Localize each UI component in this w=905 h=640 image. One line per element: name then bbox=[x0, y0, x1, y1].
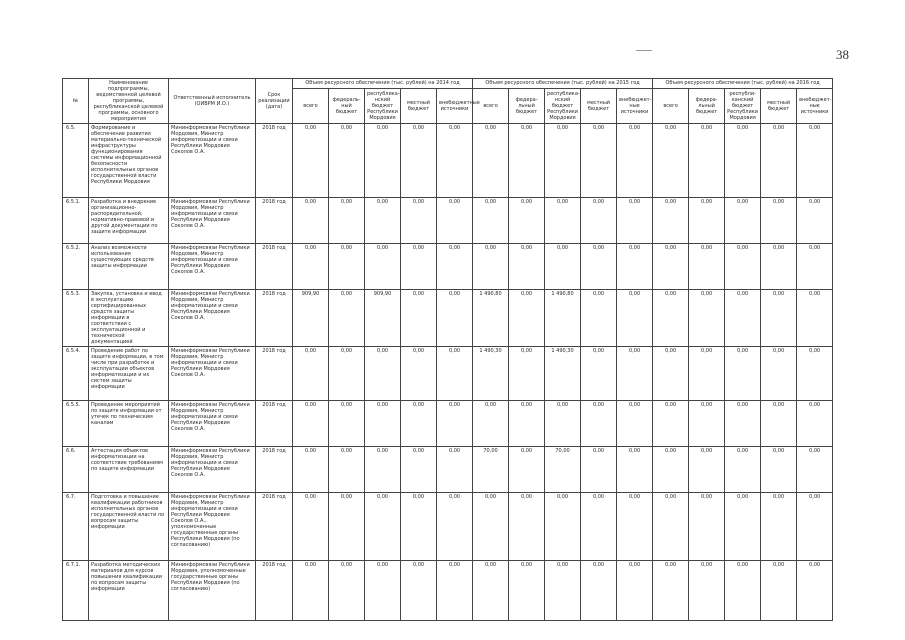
row-value: 0,00 bbox=[761, 290, 797, 347]
row-value: 0,00 bbox=[797, 347, 833, 401]
row-number: 6.5. bbox=[63, 124, 89, 198]
row-value: 0,00 bbox=[401, 561, 437, 621]
row-name: Анализ возможности использования существующих средств защиты информации bbox=[89, 244, 169, 290]
row-term: 2018 год bbox=[256, 198, 293, 244]
row-value: 0,00 bbox=[653, 447, 689, 493]
row-value: 0,00 bbox=[689, 198, 725, 244]
table-row bbox=[63, 561, 833, 621]
row-value: 0,00 bbox=[653, 244, 689, 290]
row-value: 0,00 bbox=[761, 124, 797, 198]
row-value: 70,00 bbox=[473, 447, 509, 493]
row-value: 0,00 bbox=[689, 401, 725, 447]
row-value: 0,00 bbox=[329, 244, 365, 290]
table-row bbox=[63, 290, 833, 347]
row-responsible: Мининформсвязи Республики Мордовия, Министр информатизации и связи Республики Мордовия Соколов О.А. bbox=[169, 290, 256, 347]
row-value: 0,00 bbox=[509, 347, 545, 401]
row-value: 0,00 bbox=[365, 347, 401, 401]
table-row bbox=[63, 347, 833, 401]
row-value: 0,00 bbox=[473, 198, 509, 244]
row-name: Формирование и обеспечение развития материально-технической инфраструктуры функционирования системы информационной безопасности исполнительных органов государственной власти Республики Мордовия bbox=[89, 124, 169, 198]
row-number: 6.5.1. bbox=[63, 198, 89, 244]
row-value: 0,00 bbox=[509, 244, 545, 290]
row-value: 0,00 bbox=[617, 401, 653, 447]
row-value: 0,00 bbox=[581, 124, 617, 198]
row-term: 2018 год bbox=[256, 244, 293, 290]
header-2014: Объем ресурсного обеспечения (тыс. рублей) на 2014 год bbox=[293, 79, 473, 89]
row-number: 6.6. bbox=[63, 447, 89, 493]
row-responsible: Мининформсвязи Республики Мордовия, Министр информатизации и связи Республики Мордовия Соколов О.А., уполномоченные государственные органы Республики Мордовия (по согласованию) bbox=[169, 493, 256, 561]
row-value: 0,00 bbox=[617, 198, 653, 244]
row-value: 0,00 bbox=[401, 290, 437, 347]
row-value: 0,00 bbox=[401, 401, 437, 447]
row-value: 0,00 bbox=[761, 493, 797, 561]
row-value: 0,00 bbox=[365, 561, 401, 621]
header-name: Наименование подпрограммы, ведомственной целевой программы, республиканской целевой программы, основного мероприятия bbox=[89, 79, 169, 124]
row-value: 0,00 bbox=[725, 124, 761, 198]
row-value: 0,00 bbox=[473, 493, 509, 561]
row-value: 0,00 bbox=[797, 124, 833, 198]
header-2015-federal: федера-льный бюджет bbox=[509, 88, 545, 123]
row-value: 0,00 bbox=[437, 447, 473, 493]
row-value: 1 490,30 bbox=[473, 347, 509, 401]
header-2016: Объем ресурсного обеспечения (тыс. рублей) на 2016 год bbox=[653, 79, 833, 89]
row-value: 0,00 bbox=[797, 561, 833, 621]
row-value: 0,00 bbox=[653, 124, 689, 198]
row-value: 0,00 bbox=[581, 561, 617, 621]
row-value: 0,00 bbox=[689, 244, 725, 290]
row-number: 6.5.5. bbox=[63, 401, 89, 447]
table-row bbox=[63, 447, 833, 493]
row-value: 0,00 bbox=[329, 198, 365, 244]
row-responsible: Мининформсвязи Республики Мордовия, Министр информатизации и связи Республики Мордовия Соколов О.А. bbox=[169, 244, 256, 290]
row-term: 2018 год bbox=[256, 347, 293, 401]
row-value: 0,00 bbox=[365, 447, 401, 493]
row-value: 0,00 bbox=[329, 401, 365, 447]
row-term: 2018 год bbox=[256, 124, 293, 198]
row-value: 0,00 bbox=[725, 290, 761, 347]
table-row bbox=[63, 124, 833, 198]
row-value: 0,00 bbox=[473, 124, 509, 198]
header-2015-local: местный бюджет bbox=[581, 88, 617, 123]
row-responsible: Мининформсвязи Республики Мордовия, Министр информатизации и связи Республики Мордовия Соколов О.А. bbox=[169, 198, 256, 244]
row-value: 0,00 bbox=[401, 447, 437, 493]
row-value: 0,00 bbox=[329, 447, 365, 493]
header-2014-republic: республика-нский бюджет Республики Мордовия bbox=[365, 88, 401, 123]
header-2016-extra: внебюджет-ные источники bbox=[797, 88, 833, 123]
row-name: Разработка методических материалов для курсов повышения квалификации по вопросам защиты информации bbox=[89, 561, 169, 621]
row-value: 0,00 bbox=[437, 244, 473, 290]
header-2016-total: всего bbox=[653, 88, 689, 123]
row-value: 0,00 bbox=[329, 347, 365, 401]
row-value: 0,00 bbox=[293, 447, 329, 493]
row-value: 909,90 bbox=[365, 290, 401, 347]
header-2016-local: местный бюджет bbox=[761, 88, 797, 123]
page-number: 38 bbox=[836, 47, 849, 62]
row-value: 0,00 bbox=[545, 561, 581, 621]
row-value: 0,00 bbox=[293, 244, 329, 290]
row-value: 0,00 bbox=[689, 290, 725, 347]
row-value: 0,00 bbox=[689, 561, 725, 621]
header-2014-total: всего bbox=[293, 88, 329, 123]
row-value: 0,00 bbox=[761, 198, 797, 244]
row-number: 6.5.2. bbox=[63, 244, 89, 290]
top-mark bbox=[636, 50, 652, 51]
row-value: 0,00 bbox=[689, 124, 725, 198]
row-value: 1 490,80 bbox=[473, 290, 509, 347]
budget-table-wrapper bbox=[62, 78, 833, 621]
row-value: 0,00 bbox=[797, 244, 833, 290]
row-value: 0,00 bbox=[509, 198, 545, 244]
row-value: 0,00 bbox=[725, 347, 761, 401]
row-term: 2018 год bbox=[256, 290, 293, 347]
row-name: Аттестация объектов информатизации на соответствие требованиям по защите информации bbox=[89, 447, 169, 493]
row-value: 0,00 bbox=[437, 124, 473, 198]
row-value: 0,00 bbox=[545, 124, 581, 198]
row-term: 2018 год bbox=[256, 493, 293, 561]
row-value: 0,00 bbox=[365, 198, 401, 244]
row-value: 0,00 bbox=[401, 244, 437, 290]
row-value: 0,00 bbox=[581, 493, 617, 561]
row-value: 0,00 bbox=[365, 124, 401, 198]
header-2016-federal: федера-льный бюджет bbox=[689, 88, 725, 123]
row-value: 0,00 bbox=[365, 401, 401, 447]
row-value: 0,00 bbox=[581, 347, 617, 401]
row-value: 0,00 bbox=[293, 493, 329, 561]
row-value: 0,00 bbox=[473, 401, 509, 447]
row-value: 0,00 bbox=[545, 493, 581, 561]
row-value: 0,00 bbox=[617, 493, 653, 561]
row-value: 0,00 bbox=[293, 124, 329, 198]
row-term: 2018 год bbox=[256, 447, 293, 493]
row-value: 0,00 bbox=[761, 244, 797, 290]
row-value: 70,00 bbox=[545, 447, 581, 493]
row-value: 0,00 bbox=[761, 401, 797, 447]
row-value: 0,00 bbox=[509, 561, 545, 621]
budget-table bbox=[62, 78, 833, 621]
row-value: 0,00 bbox=[653, 290, 689, 347]
row-value: 0,00 bbox=[293, 347, 329, 401]
row-name: Подготовка и повышение квалификации работников исполнительных органов государственной власти по вопросам защиты информации bbox=[89, 493, 169, 561]
header-responsible: Ответственный исполнитель (ОИВРМ И.О.) bbox=[169, 79, 256, 124]
header-2016-republic: республи-канский бюджет Республики Мордовия bbox=[725, 88, 761, 123]
row-value: 0,00 bbox=[365, 244, 401, 290]
row-value: 0,00 bbox=[725, 244, 761, 290]
row-responsible: Мининформсвязи Республики Мордовия, Министр информатизации и связи Республики Мордовия Соколов О.А. bbox=[169, 447, 256, 493]
row-name: Проведение работ по защите информации, в том числе при разработке и эксплуатации объектов информатизации и их систем защиты информации bbox=[89, 347, 169, 401]
row-value: 0,00 bbox=[617, 561, 653, 621]
row-value: 0,00 bbox=[725, 447, 761, 493]
row-value: 0,00 bbox=[617, 244, 653, 290]
row-value: 0,00 bbox=[545, 401, 581, 447]
row-value: 0,00 bbox=[401, 347, 437, 401]
row-value: 0,00 bbox=[437, 347, 473, 401]
row-value: 0,00 bbox=[761, 347, 797, 401]
row-number: 6.7. bbox=[63, 493, 89, 561]
row-value: 0,00 bbox=[329, 124, 365, 198]
header-2014-extra: внебюджетные источники bbox=[437, 88, 473, 123]
header-no: № bbox=[63, 79, 89, 124]
row-responsible: Мининформсвязи Республики Мордовия, Министр информатизации и связи Республики Мордовия Соколов О.А. bbox=[169, 401, 256, 447]
row-value: 0,00 bbox=[437, 290, 473, 347]
row-value: 0,00 bbox=[653, 561, 689, 621]
row-value: 0,00 bbox=[509, 493, 545, 561]
row-responsible: Мининформсвязи Республики Мордовия, уполномоченные государственные органы Республики Мордовия (по согласованию) bbox=[169, 561, 256, 621]
row-value: 0,00 bbox=[761, 447, 797, 493]
row-value: 0,00 bbox=[653, 347, 689, 401]
row-value: 0,00 bbox=[401, 124, 437, 198]
row-value: 0,00 bbox=[617, 124, 653, 198]
row-value: 0,00 bbox=[293, 401, 329, 447]
row-value: 0,00 bbox=[437, 561, 473, 621]
row-value: 0,00 bbox=[581, 198, 617, 244]
row-value: 0,00 bbox=[725, 401, 761, 447]
row-value: 0,00 bbox=[545, 198, 581, 244]
row-value: 0,00 bbox=[293, 561, 329, 621]
row-value: 0,00 bbox=[509, 124, 545, 198]
row-responsible: Мининформсвязи Республики Мордовия, Министр информатизации и связи Республики Мордовия Соколов О.А. bbox=[169, 124, 256, 198]
row-value: 0,00 bbox=[293, 198, 329, 244]
row-value: 0,00 bbox=[617, 447, 653, 493]
row-name: Проведение мероприятий по защите информации от утечек по техническим каналам bbox=[89, 401, 169, 447]
header-term: Срок реализации (дата) bbox=[256, 79, 293, 124]
row-value: 0,00 bbox=[437, 401, 473, 447]
row-value: 0,00 bbox=[689, 347, 725, 401]
row-value: 0,00 bbox=[401, 198, 437, 244]
table-row bbox=[63, 198, 833, 244]
row-value: 0,00 bbox=[653, 198, 689, 244]
row-value: 0,00 bbox=[797, 198, 833, 244]
row-value: 0,00 bbox=[329, 290, 365, 347]
row-name: Разработка и внедрение организационно-распорядительной, нормативно-правовой и другой документации по защите информации bbox=[89, 198, 169, 244]
row-value: 1 490,30 bbox=[545, 347, 581, 401]
row-value: 0,00 bbox=[401, 493, 437, 561]
row-value: 0,00 bbox=[797, 493, 833, 561]
row-responsible: Мининформсвязи Республики Мордовия, Министр информатизации и связи Республики Мордовия Соколов О.А. bbox=[169, 347, 256, 401]
row-value: 0,00 bbox=[581, 447, 617, 493]
row-value: 0,00 bbox=[509, 290, 545, 347]
table-row bbox=[63, 244, 833, 290]
table-row bbox=[63, 493, 833, 561]
header-2015-extra: внебюджет-ные источники bbox=[617, 88, 653, 123]
table-row bbox=[63, 401, 833, 447]
row-value: 0,00 bbox=[725, 198, 761, 244]
row-number: 6.5.3. bbox=[63, 290, 89, 347]
row-value: 0,00 bbox=[581, 244, 617, 290]
header-2014-federal: федераль-ный бюджет bbox=[329, 88, 365, 123]
row-value: 0,00 bbox=[689, 447, 725, 493]
row-value: 0,00 bbox=[365, 493, 401, 561]
row-value: 0,00 bbox=[797, 401, 833, 447]
table-body bbox=[63, 124, 833, 621]
row-value: 0,00 bbox=[329, 493, 365, 561]
row-term: 2018 год bbox=[256, 401, 293, 447]
row-value: 0,00 bbox=[581, 290, 617, 347]
row-value: 0,00 bbox=[437, 493, 473, 561]
header-2015: Объем ресурсного обеспечения (тыс. рублей) на 2015 год bbox=[473, 79, 653, 89]
row-value: 0,00 bbox=[797, 447, 833, 493]
row-value: 0,00 bbox=[617, 290, 653, 347]
row-value: 0,00 bbox=[329, 561, 365, 621]
row-value: 0,00 bbox=[725, 493, 761, 561]
row-value: 0,00 bbox=[509, 447, 545, 493]
row-value: 0,00 bbox=[617, 347, 653, 401]
row-value: 0,00 bbox=[545, 244, 581, 290]
row-value: 0,00 bbox=[473, 561, 509, 621]
row-value: 1 490,80 bbox=[545, 290, 581, 347]
row-value: 0,00 bbox=[653, 401, 689, 447]
header-2014-local: местный бюджет bbox=[401, 88, 437, 123]
row-value: 0,00 bbox=[581, 401, 617, 447]
row-value: 0,00 bbox=[653, 493, 689, 561]
row-value: 0,00 bbox=[473, 244, 509, 290]
row-term: 2018 год bbox=[256, 561, 293, 621]
row-name: Закупка, установка и ввод в эксплуатацию сертифицированных средств защиты информации в соответствии с эксплуатационной и технической документацией bbox=[89, 290, 169, 347]
row-value: 0,00 bbox=[689, 493, 725, 561]
row-value: 0,00 bbox=[437, 198, 473, 244]
row-number: 6.7.1. bbox=[63, 561, 89, 621]
row-number: 6.5.4. bbox=[63, 347, 89, 401]
row-value: 0,00 bbox=[509, 401, 545, 447]
header-2015-republic: республика-нский бюджет Республики Мордовия bbox=[545, 88, 581, 123]
row-value: 0,00 bbox=[725, 561, 761, 621]
header-2015-total: всего bbox=[473, 88, 509, 123]
row-value: 0,00 bbox=[797, 290, 833, 347]
row-value: 0,00 bbox=[761, 561, 797, 621]
row-value: 909,90 bbox=[293, 290, 329, 347]
